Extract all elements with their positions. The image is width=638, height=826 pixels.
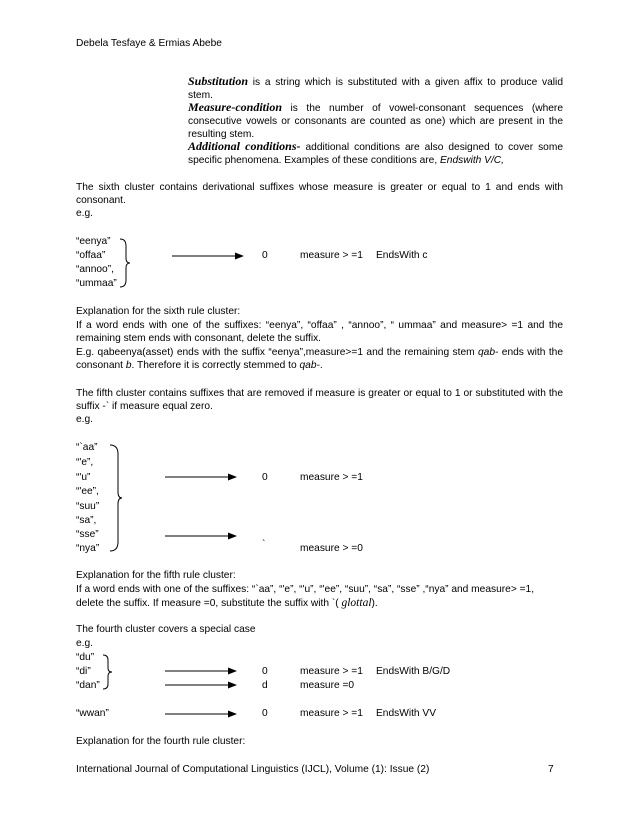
suffix-word: “`aa” bbox=[76, 442, 98, 453]
arrow-icon bbox=[172, 252, 244, 260]
section-explanation-title: Explanation for the fifth rule cluster: bbox=[76, 570, 236, 581]
suffix-word: “wwan” bbox=[76, 708, 109, 719]
rule-measure: measure > =0 bbox=[300, 543, 363, 554]
definition-term: Substitution bbox=[188, 74, 249, 88]
section-explanation-title: Explanation for the fourth rule cluster: bbox=[76, 736, 246, 747]
suffix-word: “offaa” bbox=[76, 250, 106, 261]
suffix-word: “eenya” bbox=[76, 236, 111, 247]
arrow-icon bbox=[165, 710, 237, 718]
rule-value: 0 bbox=[262, 250, 268, 261]
suffix-word: “ummaa” bbox=[76, 278, 117, 289]
rule-condition: EndsWith c bbox=[376, 250, 428, 261]
right-brace bbox=[118, 238, 130, 288]
arrow-icon bbox=[165, 473, 237, 481]
rule-value: 0 bbox=[262, 708, 268, 719]
arrow-icon bbox=[165, 667, 237, 675]
arrow-icon bbox=[165, 681, 237, 689]
rule-condition: EndsWith VV bbox=[376, 708, 437, 719]
rule-value: ` bbox=[262, 539, 266, 550]
fifth-explanation-1: If a word ends with one of the suffixes: “`aa”, “'e”, “'u”, “'ee”, “suu”, “sa”, “sse” ,“nya” and measure> =1, bbox=[76, 584, 535, 595]
rule-condition: EndsWith B/G/D bbox=[376, 666, 451, 677]
rule-measure: measure > =1 bbox=[300, 472, 363, 483]
sixth-explanation-2: E.g. qabeenya(asset) ends with the suffix “eenya”,measure>=1 and the remaining stem qab- ends with the consonant b. Therefore it is correctly stemmed to qab-. bbox=[76, 347, 563, 372]
suffix-word: “sa”, bbox=[76, 515, 97, 526]
suffix-word: “dan” bbox=[76, 680, 100, 691]
suffix-word: “nya” bbox=[76, 543, 100, 554]
sixth-cluster-intro: The sixth cluster contains derivational suffixes whose measure is greater or equal to 1 and ends with consonant. bbox=[76, 182, 563, 207]
suffix-word: “di” bbox=[76, 666, 91, 677]
rule-value: d bbox=[262, 680, 268, 691]
suffix-word: “'ee”, bbox=[76, 486, 99, 497]
footer-journal: International Journal of Computational Linguistics (IJCL), Volume (1): Issue (2) bbox=[76, 764, 430, 775]
suffix-word: “annoo”, bbox=[76, 264, 114, 275]
suffix-word: “du” bbox=[76, 652, 95, 663]
right-brace bbox=[108, 444, 122, 552]
fifth-cluster-intro: The fifth cluster contains suffixes that are removed if measure is greater or equal to 1 or substituted with the suffix -` if measure equal zero. bbox=[76, 388, 563, 413]
definition-additional-conditions: Additional conditions- additional conditions are also designed to cover some specific phenomena. Examples of these conditions are, Endswith V/C, bbox=[188, 139, 563, 167]
definition-measure-condition: Measure-condition is the number of vowel-consonant sequences (where consecutive vowels or consonants are counted as one) which are present in the resulting stem. bbox=[188, 100, 563, 141]
rule-value: 0 bbox=[262, 666, 268, 677]
rule-measure: measure =0 bbox=[300, 680, 355, 691]
fifth-explanation-2: delete the suffix. If measure =0, substitute the suffix with `( glottal). bbox=[76, 597, 378, 609]
section-explanation-title: Explanation for the sixth rule cluster: bbox=[76, 306, 241, 317]
definition-term: Additional conditions- bbox=[188, 139, 301, 153]
rule-measure: measure > =1 bbox=[300, 708, 363, 719]
example-label: e.g. bbox=[76, 414, 93, 425]
page-number: 7 bbox=[548, 764, 554, 775]
definition-substitution: Substitution is a string which is substituted with a given affix to produce valid stem. bbox=[188, 74, 563, 102]
suffix-word: “suu” bbox=[76, 501, 100, 512]
fourth-cluster-intro: The fourth cluster covers a special case bbox=[76, 624, 256, 635]
suffix-word: “sse” bbox=[76, 529, 99, 540]
example-label: e.g. bbox=[76, 638, 93, 649]
rule-measure: measure > =1 bbox=[300, 666, 363, 677]
arrow-icon bbox=[165, 532, 237, 540]
running-header: Debela Tesfaye & Ermias Abebe bbox=[76, 38, 222, 49]
sixth-explanation-1: If a word ends with one of the suffixes: “eenya”, “offaa” , “annoo”, “ ummaa” and measure> =1 and the remaining stem ends with consonant, delete the suffix. bbox=[76, 320, 563, 345]
definition-term: Measure-condition bbox=[188, 100, 283, 114]
rule-measure: measure > =1 bbox=[300, 250, 363, 261]
suffix-word: “'e”, bbox=[76, 457, 94, 468]
example-label: e.g. bbox=[76, 208, 93, 219]
right-brace bbox=[102, 654, 112, 690]
rule-value: 0 bbox=[262, 472, 268, 483]
suffix-word: “'u” bbox=[76, 472, 91, 483]
